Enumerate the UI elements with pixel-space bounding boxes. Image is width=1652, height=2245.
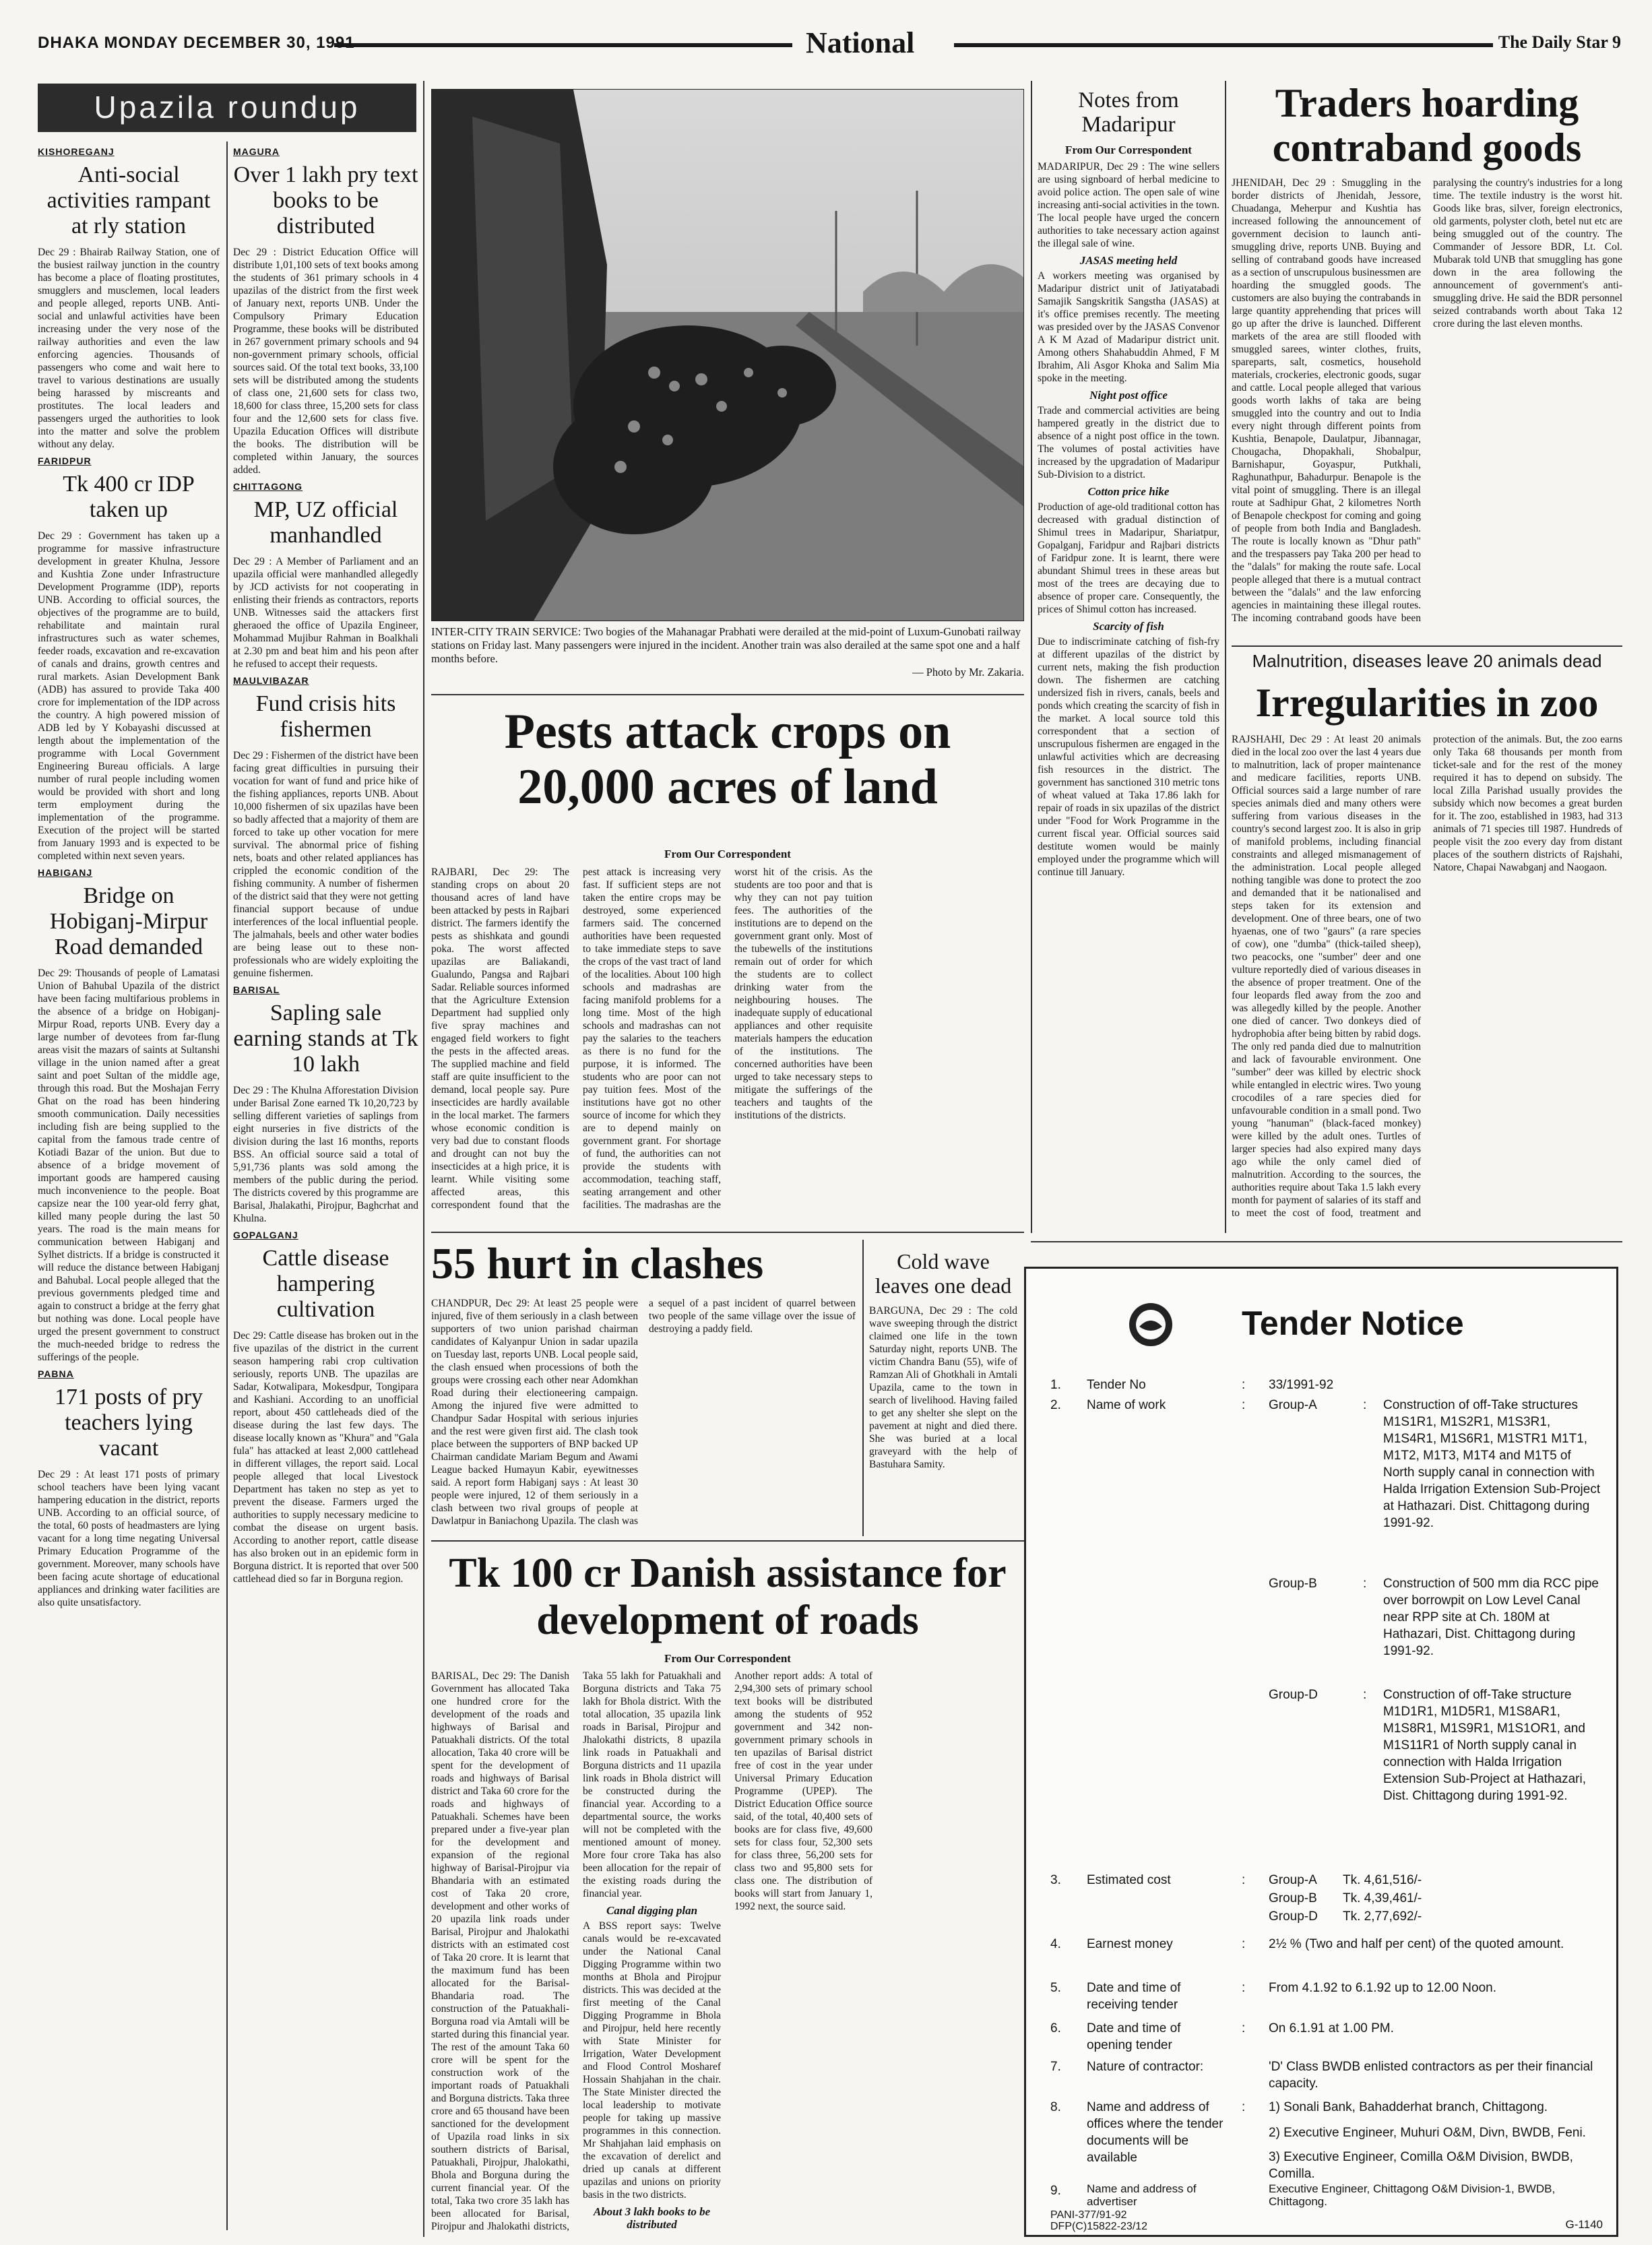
article-body: Trade and commercial activities are being hampered greatly in the district due to absence of a night post office in the town. The volumes of postal activities have increased by the upgradation of Madaripur Sub-Division to a district. [1038,405,1219,480]
subhead: Night post office [1089,389,1168,402]
colon: : [1242,1378,1246,1392]
colon: : [1242,2100,1246,2114]
contract-value: 'D' Class BWDB enlisted contractors as per their financial capacity. [1269,2060,1593,2091]
office-2: 2) Executive Engineer, Muhuri O&M, Divn, BWDB, Feni. [1269,2126,1586,2140]
dateline: MAULVIBAZAR [233,675,309,686]
group-label: Group-D [1269,1688,1318,1702]
clashes-body [431,1297,856,1529]
masthead-rule-right [954,43,1520,47]
dateline: CHITTAGONG [233,481,303,492]
dateline: FARIDPUR [38,455,92,466]
madaripur-byline: From Our Correspondent [1065,144,1192,156]
masthead [38,27,1621,62]
article-body: Dec 29 : Government has taken up a programme for massive infrastructure development in greater Khulna, Jessore and Kushtia Zone under Infrastructure Development Programme (IDP), reports UNB. According to official sources, the objectives of the programme are to build, rehabilitate and maintain rural infrastructures such as water schemes, feeder roads, excavation and re-excavation of canals and drains, growth centres and rural markets. Asian Development Bank (ADB) has assured to provide Taka 400 crore for implementation of the IDP across the country. A high powered mission of ADB led by Y Kobayashi discussed at length about the implementation of the programme with Local Government Engineering Bureau officials. A large number of rural people including women would be provided with short and long term employment during the implementation of the programme. Execution of the project will be started from January 1993 and is expected to be completed within next seven years. [38,530,220,862]
colon: : [1363,1398,1367,1412]
dateline: KISHOREGANJ [38,146,115,157]
tender-label: Name and address of offices where the tender documents will be available [1087,2100,1224,2165]
cost-group: Group-A [1269,1873,1317,1887]
roundup-banner: Upazila roundup [38,84,416,132]
danish-headline: Tk 100 cr Danish assistance for development of roads [449,1550,1007,1643]
headline: 171 posts of pry teachers lying vacant [54,1385,203,1461]
headline: Cattle disease hampering cultivation [262,1246,389,1322]
article-body: MADARIPUR, Dec 29 : The wine sellers are using signboard of herbal medicine to avoid police action. The open sale of wine increasing anti-social activities in the town. The local people have urged the concern authorities to take necessary action against the illegal sale of wine. [1038,161,1219,249]
dateline: BARISAL [233,984,280,995]
colon: : [1363,1688,1367,1702]
colon: : [1242,1981,1246,1995]
tender-num: 7. [1050,2060,1061,2074]
subhead: JASAS meeting held [1079,254,1178,267]
tender-notice [1024,1267,1618,2237]
article-body: Dec 29 : At least 171 posts of primary school teachers have been lying vacant hampering education in the district, reports UNB. According to an official source, of the total, 60 posts of headmasters are lying vacant for a long time negating Universal Primary Education Programme of the government. Moreover, many schools have been facing acute shortage of educational appliances and drinking water facilities are also quite unsatisfactory. [38,1469,220,1608]
article-body: Due to indiscriminate catching of fish-fry at different upazilas of the district by current nets, making the fish production down. The fishermen are catching undersized fish in rivers, canals, beels and ponds which creating the scarcity of fish in the market. A local source told this correspondent that a section of unscrupulous fishermen are engaged in the unlawful activities which are decreasing fish resources in the district. The government has sanctioned 310 metric tons of wheat valued at Taka 17.86 lakh for repair of roads in six upazilas of the district under "Food for Work Programme in the current fiscal year. Official sources said destitute women would be mainly employed under the programme which will continue till January. [1038,636,1219,878]
article-body: Dec 29: Thousands of people of Lamatasi Union of Bahubal Upazila of the district have been facing multifarious problems in the absence of a bridge on Hobiganj-Mirpur Road, reports UNB. Every day a large number of devotees from far-flung areas visit the mazars of saints at Sultanshi village in the union named after a great saint and poet Sultan of the middle age, through this road. But the Moshajan Ferry Ghat on the road has been hindering smooth communication. Daily necessities including fish are being supplied to the capital from the famous trade centre of Kotiadi Bazar of the union. But due to absence of a bridge movement of important goods are hampered causing much inconvenience to the people. Boat capsize near the 100 year-old ferry ghat, killed many people during the last 50 years. The road is the main means for communication between Habiganj and Sylhet districts. If a bridge is constructed it will reduce the distance between Habiganj and Bahubal. Local people alleged that the previous governments pledged time and again to construct a bridge at the ferry ghat but nothing was done. Local people have urged the present government to construct the much-needed bridge to redress the sufferings of the people. [38,968,220,1363]
tender-title: Tender Notice [1242,1304,1464,1342]
column-rule [1225,81,1226,1233]
tender-label: Estimated cost [1087,1873,1171,1887]
dateline: HABIGANJ [38,867,93,878]
tender-label: Nature of contractor: [1087,2060,1204,2074]
clashes-headline: 55 hurt in clashes [431,1239,764,1288]
tender-label: Name of work [1087,1398,1166,1412]
roundup-column-left [38,141,220,2230]
advertiser-value: Executive Engineer, Chittagong O&M Division-1, BWDB, Chittagong. [1269,2182,1556,2208]
group-work: Construction of off-Take structures M1S1R1, M1S2R1, M1S3R1, M1S4R1, M1S6R1, M1STR1 M1T1, M1T2, M1T3, M1T4 and M1T5 of North supply canal in connection with Halda Irrigation Extension Sub-Project at Hathazari. Dist. Chittagong during 1991-92. [1383,1398,1601,1530]
colon: : [1242,2021,1246,2035]
article-body: Dec 29 : The Khulna Afforestation Division under Barisal Zone earned Tk 10,20,723 by selling different varieties of saplings from eight nurseries in five districts of the division during the last 16 months, reports BSS. An official source said a total of 5,91,736 plants was sold among the members of the public during the period. The districts covered by this programme are Barisal, Jhalakathi, Pirojpur, Baghcrhat and Khulna. [233,1085,418,1224]
subhead: Cotton price hike [1087,485,1170,498]
column-rule [862,1240,864,1536]
colon: : [1242,1873,1246,1887]
article-body: Dec 29: Cattle disease has broken out in the five upazilas of the district in the current season hampering rabi crop cultivation seriously, reports UNB. The upazilas are Sadar, Kotwalipara, Mokesdpur, Tongipara and Kashiani. According to an unofficial report, about 450 cattleheads died of the disease during the last few days. The disease locally known as "Khura" and "Gala fula" has attacked at least 2,000 cattlehead in different villages, the report said. Local people alleged that local Livestock Department has taken no step as yet to prevent the disease. Farmers urged the authorities to supply necessary medicine to combat the disease on urgent basis. According to another report, cattle disease has also broken out in an epidemic form in Borguna district. It is reported that over 500 cattlehead died so far in Borguna region. [233,1330,418,1585]
article-body: JHENIDAH, Dec 29 : Smuggling in the border districts of Jhenidah, Jessore, Chuadanga, Meherpur and Kushtia has increased following the announcement of government decision to launch anti-smuggling drive, reports UNB. Buying and selling of contraband goods have increased as a section of unscrupulous businessmen are hoarding the smuggled goods. The customers are also buying the contrabands in large quantity apprehending that prices will go up after the drive is launched. Different markets of the area are still flooded with smuggled sarees, winter clothes, fruits, spareparts, salt, cosmetics, household materials, crockeries, electronic goods, sugar and cattle. Local people alleged that various goods worth lakhs of taka are being smuggled into the country and out to India every night through different points from Kushtia, Benapole, Daulatpur, Jibannagar, Chougacha, Dhopakhali, Shobalpur, Barnishapur, Goyaspur, Putkhali, Raghunathpur, Bahadurpur. Benapole is the vital point of smuggling. There is an illegal route at Sadhipur Ghat, 2 kilometres North of Benapole checkpost for coming and going of people from both India and Bangladesh. The route is locally known as "Dhur path" and the trespassers pay Taka 200 per head to the "dalals" for making the route safe. Local people alleged that there is a mutual contract between the "dalals" and the law enforcing agencies in maintaining these illegal routes. The incoming contraband goods have been paralysing the country's industries for a long time. The textile industry is the worst hit. Goods like bras, silver, foreign electronics, old garments, polyster cloth, betel nut etc are being smuggled out of the country. The Commander of Jessore BDR, Lt. Col. Mubarak told UNB that smuggling has gone down in the area following the announcement of government's anti-smuggling drive. He said the BDR personnel seized contrabands worth about Taka 12 crore during the last eleven months. [1232,177,1622,624]
traders-headline: Traders hoarding contraband goods [1272,81,1582,170]
article-body: BARGUNA, Dec 29 : The cold wave sweeping through the district claimed one life in the town Saturday night, reports UNB. The victim Chandra Banu (55), wife of Ramzan Ali of Ghotkhali in Amtali Upazila, came to the town in search of livelihood. Having failed to get any shelter she slept on the pavement at night and died there. She was buried at a local graveyard with the help of Bastuhara Samity. [869,1305,1017,1470]
tender-num: 4. [1050,1937,1061,1951]
article-body: A BSS report says: Twelve canals would be re-excavated under the National Canal Digging Programme within two months at Bhola and Pirojpur districts. This was decided at the first meeting of the Canal Digging Programme in Bhola and Pirojpur, held here recently with State Minister for Irrigation, Water Development and Flood Control Mosharef Hossain Shahjahan in the chair. The State Minister directed the local leadership to motivate people for taking up massive programmes in this connection. Mr Shahjahan laid emphasis on the excavation of derelict and dried up canals at different upazilas and unions on priority basis in the two districts. [583,1920,721,2201]
photo-credit: — Photo by Mr. Zakaria. [912,666,1024,678]
colon: : [1363,1577,1367,1591]
group-work: Construction of off-Take structure M1D1R1, M1D5R1, M1S8AR1, M1S8R1, M1S9R1, M1S1OR1, and M1S11R1 of North supply canal in connection with Halda Irrigation Extension Sub-Project at Hathazari, Dist. Chittagong during 1991-92. [1383,1688,1586,1803]
pests-headline: Pests attack crops on 20,000 acres of land [504,704,951,815]
tender-num: 6. [1050,2021,1061,2035]
coldwave-column [869,1245,1017,1535]
article-body: RAJBARI, Dec 29: The standing crops on about 20 thousand acres of land have been attacked by pests in Rajbari district. The farmers identify the pests as shishkata and goundi poka. The worst affected upazilas are Baliakandi, Gualundo, Pangsa and Rajbari Sadar. Reliable sources informed that the Agriculture Extension Department had supplied only five spray machines and engaged field workers to fight the pests in the affected areas. The supplied machine and field staff are quite insufficient to the demand, local people say. Pure insecticides are hardly available in the local market. The farmers whose economic condition is very bad due to constant floods and drought can not buy the insecticides at a high price, it is learnt. While visiting some affected areas, this correspondent found that the pest attack is increasing very fast. If sufficient steps are not taken the entire crops may be destroyed, some experienced farmers said. The concerned authorities have been requested to take immediate steps to save the crops of the vast tract of land of the localities. About 100 high schools and madrashas are facing manifold problems for a long time. Most of the high schools and madrashas can not pay the salaries to the teachers as there is no fund for the purpose, it is informed. The students who are poor can not pay tuition fees. Most of the institutions have got no other source of income for which they are to depend mainly on government grant. For shortage of fund, the authorities can not provide the students with accommodation, teaching staff, seating arrangement and other facilities. The madrashas are the worst hit of the crisis. As the students are too poor and that is why they can not pay tuition fees. The authorities of the institutions are to depend on the government grant only. Most of the tubewells of the institutions remain out of order for which the students are to collect drinking water from the neighbouring houses. The inadequate supply of educational appliances and other requisite materials hampers the education of the institutions. The concerned authorities have been urged to take necessary steps to mitigate the sufferings of the teachers and taughts of the institutions of the districts. [431,866,872,1211]
tender-no-value: 33/1991-92 [1269,1378,1334,1392]
zoo-body [1232,733,1622,1232]
ref-code-2: DFP(C)15822-23/12 [1050,2221,1148,2232]
news-photo [431,89,1024,621]
earnest-value: 2½ % (Two and half per cent) of the quoted amount. [1269,1937,1564,1951]
group-label: Group-A [1269,1398,1317,1412]
tender-num: 8. [1050,2100,1061,2114]
cost-value: Tk. 2,77,692/- [1343,1909,1422,1924]
traders-body [1232,177,1622,628]
pests-body [431,866,1024,1223]
dateline: PABNA [38,1368,74,1379]
tender-label: Earnest money [1087,1937,1173,1951]
zoo-kicker: Malnutrition, diseases leave 20 animals dead [1252,651,1602,671]
cost-group: Group-B [1269,1891,1317,1905]
column-rule [226,141,228,2230]
column-rule [1031,81,1032,1233]
headline: Anti-social activities rampant at rly station [46,162,211,239]
train-derailment-photo [432,90,1024,621]
cost-value: Tk. 4,61,516/- [1343,1873,1422,1887]
tender-label: Date and time of opening tender [1087,2021,1181,2052]
headline: Tk 400 cr IDP taken up [63,472,195,522]
tender-num: 3. [1050,1873,1061,1887]
tender-num: 2. [1050,1398,1061,1412]
tender-label: Date and time of receiving tender [1087,1981,1181,2012]
group-label: Group-B [1269,1577,1317,1591]
subhead: Scarcity of fish [1093,620,1164,633]
article-body: A workers meeting was organised by Madaripur district unit of Jatiyatabadi Samajik Sangskritik Sangstha (JASAS) at it's office premises recently. The meeting was presided over by the JASAS Convenor A K M Azad of Madaripur district unit. Among others Shahabuddin Ahmed, F M Ibrahim, Ali Asgor Khoka and Salim Mia spoke in the meeting. [1038,270,1219,384]
section-rule [1232,645,1622,647]
madaripur-headline: Notes from Madaripur [1078,88,1179,137]
subhead: About 3 lakh books to be distributed [593,2205,711,2231]
tender-num: 5. [1050,1981,1061,1995]
section-rule [431,694,1024,695]
office-3: 3) Executive Engineer, Comilla O&M Division, BWDB, Comilla. [1269,2150,1573,2181]
section-rule [431,1232,1024,1233]
roundup-column-right [233,141,418,2230]
article-body: Dec 29 : A Member of Parliament and an upazila official were manhandled allegedly by JCD activists for not cooperating in enlisting their friends as contractors, reports UNB. Witnesses said the attackers first gheraoed the office of Upazila Engineer, Mohammad Mujibur Rahman in Boalkhali at 2.30 pm and beat him and his peon after he refused to accept their requests. [233,556,418,670]
masthead-rule-left [334,43,792,47]
paper-name: The Daily Star 9 [1493,32,1621,53]
caption-text: INTER-CITY TRAIN SERVICE: Two bogies of the Mahanagar Prabhati were derailed at the mid-point of Luxum-Gunobati railway stations on Friday last. Many passengers were injured in the incident. Another train was also derailed at the same spot one and a half months before. [431,625,1021,665]
article-body: RAJSHAHI, Dec 29 : At least 20 animals died in the local zoo over the last 4 years due to malnutrition, lack of proper maintenance and medicare facilities, reports UNB. Official sources said a large number of rare species animals died and many others were suffering from various diseases in the country's second largest zoo. It is also in grip of manifold problems, including financial constraints and alleged mismanagement of the administration. Local people alleged nothing tangible was done to protect the zoo and demanded that it be nationalised and steps taken for its extension and development. One of three bears, one of two hyaenas, one of two "gaurs" (a rare species of cow), one "dumba" (thick-tailed sheep), two peacocks, one "sumber" deer and one vulture reportedly died of various diseases in the absence of proper treatment. One of the four leopards fled away from the zoo and was allegedly killed by the people. Another one died of cancer. Two donkeys died of hydrophobia after being bitten by rabid dogs. The only red panda died due to malnutrition and lack of favourable environment. One "sumber" deer was killed by electric shock while entangled in electric wires. Two young crocodiles of a rare species died for unfavourable condition in a small pond. Two young "hanuman" (black-faced monkey) were killed by the adult ones. Turtles of larger species had also expired many days ago while the only camel died of malnutrition. According to the sources, the authorities require about Taka 1.5 lakh every month for payment of salaries of its staff and to meet the cost of food, treatment and protection of the animals. But, the zoo earns only Taka 68 thousands per month from ticket-sale and for the rest of the money required it has to depend on subsidy. The local Zilla Parishad usually provides the subsidy which now becomes a great burden for it. The zoo, established in 1983, had 313 animals of 71 species till 1987. Hundreds of people visit the zoo every day from distant places of the southern districts of Rajshahi, Natore, Chapai Nawabganj and Naogaon. [1232,734,1622,1219]
subhead: Canal digging plan [606,1904,698,1917]
receive-value: From 4.1.92 to 6.1.92 up to 12.00 Noon. [1269,1981,1497,1995]
zoo-headline: Irregularities in zoo [1255,681,1599,725]
masthead-date: DHAKA MONDAY DECEMBER 30, 1991 [38,34,355,52]
colon: : [1242,1937,1246,1951]
group-work: Construction of 500 mm dia RCC pipe over borrowpit on Low Level Canal near RPP site at Ch. 180M at Hathazari, Dist. Chittagong during 1991-92. [1383,1577,1599,1658]
colon: : [1242,1398,1246,1412]
cost-value: Tk. 4,39,461/- [1343,1891,1422,1905]
article-body: BARISAL, Dec 29: The Danish Government has allocated Taka one hundred crore for the development of the roads and highways of Barisal and Patuakhali districts. Of the total allocation, Taka 40 crore will be spent for the development of roads and highways of Barisal district and Taka 60 crore for the roads and highways of Patuakhali. Schemes have been prepared under a five-year plan for the development and expansion of the regional highway of Barisal-Pirojpur via Bhandaria with an estimated cost of Taka 20 crore, development and other works of 20 upazila link roads under Barisal, Pirojpur and Jhalokathi districts with an estimated cost of Taka 20 crore. It is learnt that the maximum fund has been allocated for the Barisal-Bhandaria road. The construction of the Patuakhali-Borguna road via Amtali will be started during this financial year. The rest of the amount Taka 60 crore will be spent for the construction work of the important roads of Patuakhali and Borguna districts. Taka three crore and 65 thousand have been sanctioned for the development of Upazila road links in six southern districts of Barisal, Patuakhali, Pirojpur, Jhalokathi, Bhola and Borguna during the current financial year. Of the total, Taka two crore 35 lakh has been allocated for Barisal, Pirojpur and Jhalokathi districts, Taka 55 lakh for Patuakhali and Borguna districts and Taka 75 lakh for Bhola district. With the total allocation, 35 upazila link roads in Barisal, Pirojpur and Jhalokathi districts, 8 upazila link roads in Patuakhali and Borguna districts and 11 upazila link roads in Bhola district will be constructed during the financial year. According to a departmental source, the works will not be completed with the mentioned amount of money. More four crore Taka has also been allocation for the repair of the existing roads during the financial year. [431,1670,721,2232]
section-rule [431,1540,1024,1542]
bwdb-logo-icon [1127,1301,1174,1348]
article-body: Dec 29 : Fishermen of the district have been facing great difficulties in pursuing their vocation for want of fund and price hike of the fishing appliances, reports UNB. About 10,000 fishermen of six upazilas have been so badly affected that a majority of them are forced to take up other vocation for mere survival. The abnormal price of fishing nets, boats and other related appliances has crippled the economic condition of the fishing community. A number of fishermen of the district said that they were not getting financial support because of undue interferences of the local influential people. The jalmahals, beels and other water bodies are being lease out to these non-professionals who are widely exploiting the genuine fishermen. [233,750,418,979]
headline: Over 1 lakh pry text books to be distributed [233,162,418,239]
tender-label: Tender No [1087,1378,1146,1392]
article-body: Another report adds: A total of 2,94,300 sets of primary school text books will be distributed among the students of 952 government and 342 non-government primary schools in ten upazilas of Barisal district free of cost in the year under Universal Primary Education Programme (UPEP). The District Education Office source said, of the total, 40,400 sets of books are for class five, 49,600 sets for class four, 52,300 sets for class three, 56,200 sets for class two and 95,800 sets for class one. The distribution of books will start from January 1, 1992 next, the source said. [734,1670,872,1912]
pests-byline: From Our Correspondent [664,848,791,860]
section-title: National [799,26,921,60]
ad-code: G-1140 [1565,2218,1603,2231]
tender-num: 9. [1050,2184,1061,2198]
open-value: On 6.1.91 at 1.00 PM. [1269,2021,1394,2035]
section-rule [1031,1241,1622,1242]
dateline: MAGURA [233,146,280,157]
tender-label: Name and address of advertiser [1087,2182,1197,2208]
ref-code-1: PANI-377/91-92 [1050,2209,1127,2221]
danish-body [431,1670,1024,2236]
cost-group: Group-D [1269,1909,1318,1924]
madaripur-column [1038,84,1219,1233]
column-rule [423,81,424,2237]
coldwave-headline: Cold wave leaves one dead [875,1249,1012,1298]
article-body: Production of age-old traditional cotton has decreased with gradual distinction of Shimul trees in Madaripur, Shariatpur, Gopalganj, Faridpur and Rajbari districts of Faridpur zone. It is learnt, there were abundant Shimul trees in these areas but most of the trees are decaying due to absence of proper care. Consequently, the prices of Shimul cotton has increased. [1038,501,1219,615]
article-body: Dec 29 : Bhairab Railway Station, one of the busiest railway junction in the country has become a place of floating prostitutes, smugglers and musclemen, local leaders and people alleged, reports UNB. Anti-social and unlawful activities have been increasing under the very nose of the railway authorities and even the law enforcing agencies. Thousands of passengers who come and wait here to travel to various destinations are usually being harassed by miscreants and prostitutes. The local leaders and passengers urged the authorities to look into the matter and solve the problem without any delay. [38,247,220,450]
article-body: Dec 29 : District Education Office will distribute 1,01,100 sets of text books among the students of 361 primary schools in 4 upazilas of the district from the first week of January next, reports UNB. Under the Compulsory Primary Education Programme, these books will be distributed in 267 government primary schools and 94 non-government primary schools, official sources said. Of the total text books, 33,100 sets will be distributed among the students of class one, 21,600 sets for class two, 18,600 for class three, 15,200 sets for class four and the 12,600 sets for class five. Upazila Education Offices will distribute the books. The distribution will be completed within January, the sources added. [233,247,418,476]
headline: Fund crisis hits fishermen [255,691,396,742]
danish-byline: From Our Correspondent [664,1652,791,1665]
headline: Sapling sale earning stands at Tk 10 lakh [233,1001,418,1077]
headline: Bridge on Hobiganj-Mirpur Road demanded [49,883,208,959]
office-1: 1) Sonali Bank, Bahadderhat branch, Chittagong. [1269,2100,1548,2114]
tender-num: 1. [1050,1378,1061,1392]
photo-caption [431,625,1024,679]
dateline: GOPALGANJ [233,1230,298,1240]
headline: MP, UZ official manhandled [253,497,398,548]
article-body: CHANDPUR, Dec 29: At least 25 people were injured, five of them seriously in a clash between supporters of two union parishad chairman candidates of Kalyanpur Union in sadar upazila on Tuesday last, reports UNB. Local people said, the clash ensued when processions of both the groups were crossing each other near Adomkhan Road during their electioneering campaign. Among the injured five were admitted to Chandpur Sadar Hospital with serious injuries and the rest were given first aid. The clash took place between the supporters of BNP backed UP Chairman candidate Mariam Begum and Awami League backed Humayun Kabir, eyewitnesses said. A report form Habiganj says : At least 30 people were injured, 12 of them seriously in a clash between two rival groups of people at Dawlatpur in Baniachong Upazila. The clash was a sequel of a past incident of quarrel between two people of the same village over the issue of destroying a paddy field. [431,1298,856,1527]
